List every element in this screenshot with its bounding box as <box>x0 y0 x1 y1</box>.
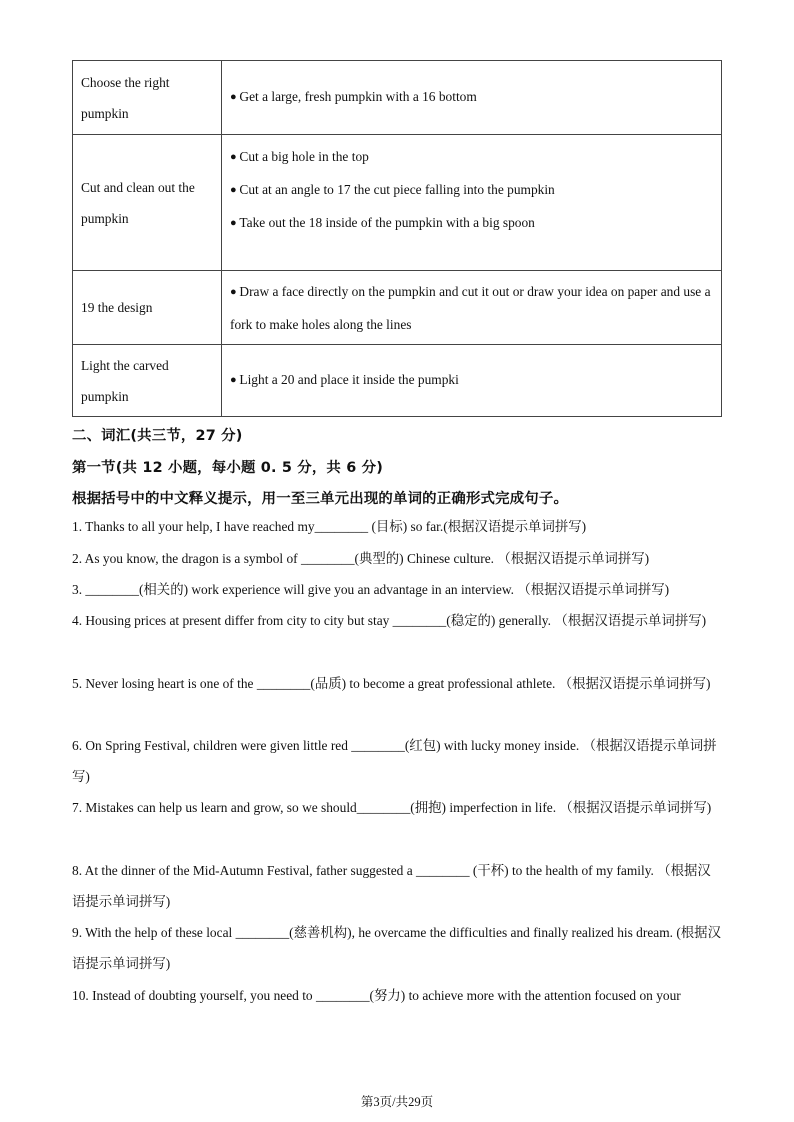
question-item: 9. With the help of these local ________(慈善机构), he overcame the difficulties and finally realized his dream. (根据汉语提示单词拼写) <box>72 925 721 971</box>
details-cell <box>222 271 722 345</box>
bullet-item: ● Take out the 18 inside of the pumpkin with a big spoon <box>230 207 713 240</box>
page-number: 第3页/共29页 <box>360 1095 434 1109</box>
step-cell: 19 the design <box>73 271 222 345</box>
question-item: 7. Mistakes can help us learn and grow, so we should________(拥抱) imperfection in life. （根据汉语提示单词拼写) <box>72 800 712 815</box>
step-cell: Choose the right pumpkin <box>73 61 222 135</box>
details-cell <box>222 135 722 271</box>
part-title: 第一节(共 12 小题，每小题 0. 5 分，共 6 分) <box>72 460 384 476</box>
bullet-item: ● Cut at an angle to 17 the cut piece falling into the pumpkin <box>230 174 713 207</box>
step-cell: Light the carved pumpkin <box>73 345 222 417</box>
question-item: 8. At the dinner of the Mid-Autumn Festival, father suggested a ________ (干杯) to the health of my family. （根据汉语提示单词拼写) <box>72 863 711 909</box>
bullet-item: ● Cut a big hole in the top <box>230 141 713 174</box>
step-cell: Cut and clean out the pumpkin <box>73 135 222 271</box>
question-item: 3. ________(相关的) work experience will give you an advantage in an interview. （根据汉语提示单词拼写) <box>72 582 670 597</box>
question-item: 1. Thanks to all your help, I have reached my________ (目标) so far.(根据汉语提示单词拼写) <box>72 519 587 534</box>
question-item: 10. Instead of doubting yourself, you need to ________(努力) to achieve more with the attention focused on your <box>72 988 681 1003</box>
details-cell <box>222 61 722 135</box>
bullet-item: ● Get a large, fresh pumpkin with a 16 bottom <box>230 81 713 114</box>
table-row <box>73 271 722 345</box>
instruction: 根据括号中的中文释义提示，用一至三单元出现的单词的正确形式完成句子。 <box>72 491 569 507</box>
details-cell <box>222 345 722 417</box>
table-row <box>73 345 722 417</box>
question-item: 2. As you know, the dragon is a symbol of ________(典型的) Chinese culture. （根据汉语提示单词拼写) <box>72 551 650 566</box>
pumpkin-steps-table <box>72 60 722 417</box>
question-item: 5. Never losing heart is one of the ________(品质) to become a great professional athlete. （根据汉语提示单词拼写) <box>72 676 711 691</box>
question-item: 6. On Spring Festival, children were given little red ________(红包) with lucky money inside. （根据汉语提示单词拼写) <box>72 738 717 784</box>
table-row <box>73 135 722 271</box>
bullet-item: ● Light a 20 and place it inside the pumpki <box>230 364 713 397</box>
question-item: 4. Housing prices at present differ from city to city but stay ________(稳定的) generally. （根据汉语提示单词拼写) <box>72 613 707 628</box>
table-row <box>73 61 722 135</box>
bullet-item: ● Draw a face directly on the pumpkin and cut it out or draw your idea on paper and use a fork to make holes along the lines <box>230 276 713 340</box>
section-title: 二、词汇(共三节，27 分) <box>72 428 243 444</box>
